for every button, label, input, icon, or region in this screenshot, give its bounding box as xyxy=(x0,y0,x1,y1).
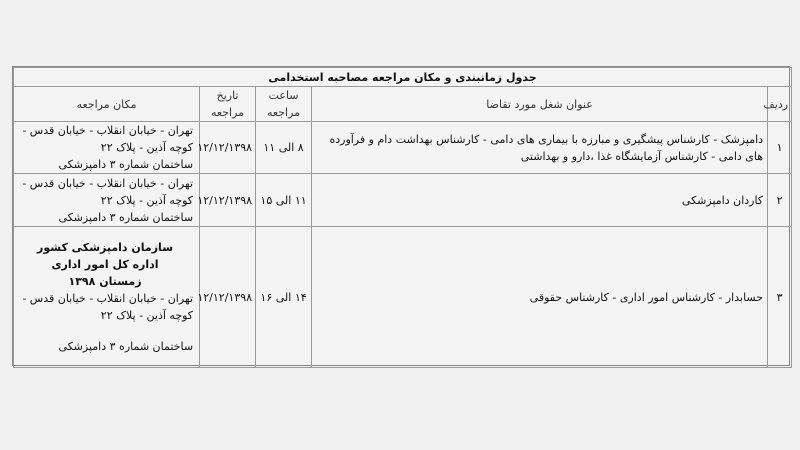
place-line: ساختمان شماره ۳ دامپزشکی xyxy=(58,210,194,224)
row-number: ۱ xyxy=(768,122,792,174)
place-line: کوچه آذین - پلاک ۲۲ xyxy=(100,141,194,154)
time-cell: ۱۴ الی ۱۶ xyxy=(256,227,312,368)
header-time: ساعت مراجعه xyxy=(256,87,312,122)
place-line: کوچه آذین - پلاک ۲۲ xyxy=(100,193,194,207)
header-place: مکان مراجعه xyxy=(14,87,200,122)
spacer xyxy=(17,324,193,338)
place-cell xyxy=(14,227,200,368)
row-number: ۳ xyxy=(768,227,792,368)
organization-name: سازمان دامپزشکی کشور xyxy=(37,241,174,254)
place-line: ساختمان شماره ۳ دامپزشکی xyxy=(58,158,194,171)
job-title-cell: کاردان دامپزشکی xyxy=(312,174,768,227)
place-line: تهران - خیابان انقلاب - خیابان قدس - xyxy=(22,124,194,137)
table-title: جدول زمانبندی و مکان مراجعه مصاحبه استخدامی xyxy=(14,68,792,87)
header-job-title: عنوان شغل مورد تقاضا xyxy=(312,87,768,122)
department-name: اداره کل امور اداری xyxy=(51,258,159,271)
schedule-table-container xyxy=(12,66,790,366)
table-header-row xyxy=(14,87,792,122)
header-date: تاریخ مراجعه xyxy=(200,87,256,122)
date-cell: ۱۲/۱۲/۱۳۹۸ xyxy=(200,174,256,227)
table-row xyxy=(14,122,792,174)
date-cell: ۱۲/۱۲/۱۳۹۸ xyxy=(200,122,256,174)
place-line: تهران - خیابان انقلاب - خیابان قدس - xyxy=(22,176,194,190)
place-cell xyxy=(14,122,200,174)
place-cell xyxy=(14,174,200,227)
table-row xyxy=(14,174,792,227)
time-cell: ۸ الی ۱۱ xyxy=(256,122,312,174)
season-label: زمستان ۱۳۹۸ xyxy=(68,275,142,288)
row-number: ۲ xyxy=(768,174,792,227)
date-cell: ۱۲/۱۲/۱۳۹۸ xyxy=(200,227,256,368)
place-line: ساختمان شماره ۳ دامپزشکی xyxy=(58,340,194,353)
place-line: تهران - خیابان انقلاب - خیابان قدس - xyxy=(22,292,194,305)
table-title-row xyxy=(14,68,792,87)
table-row xyxy=(14,227,792,368)
time-cell: ۱۱ الی ۱۵ xyxy=(256,174,312,227)
header-row-number: ردیف xyxy=(768,87,792,122)
job-title-cell: حسابدار - کارشناس امور اداری - کارشناس حقوقی xyxy=(312,227,768,368)
place-line: کوچه آذین - پلاک ۲۲ xyxy=(100,309,194,322)
job-title-cell: دامپزشک - کارشناس پیشگیری و مبارزه با بیماری های دامی - کارشناس بهداشت دام و فرآورده های دامی - کارشناس آزمایشگاه غذا ،دارو و بهداشتی xyxy=(312,122,768,174)
schedule-table xyxy=(13,67,792,368)
